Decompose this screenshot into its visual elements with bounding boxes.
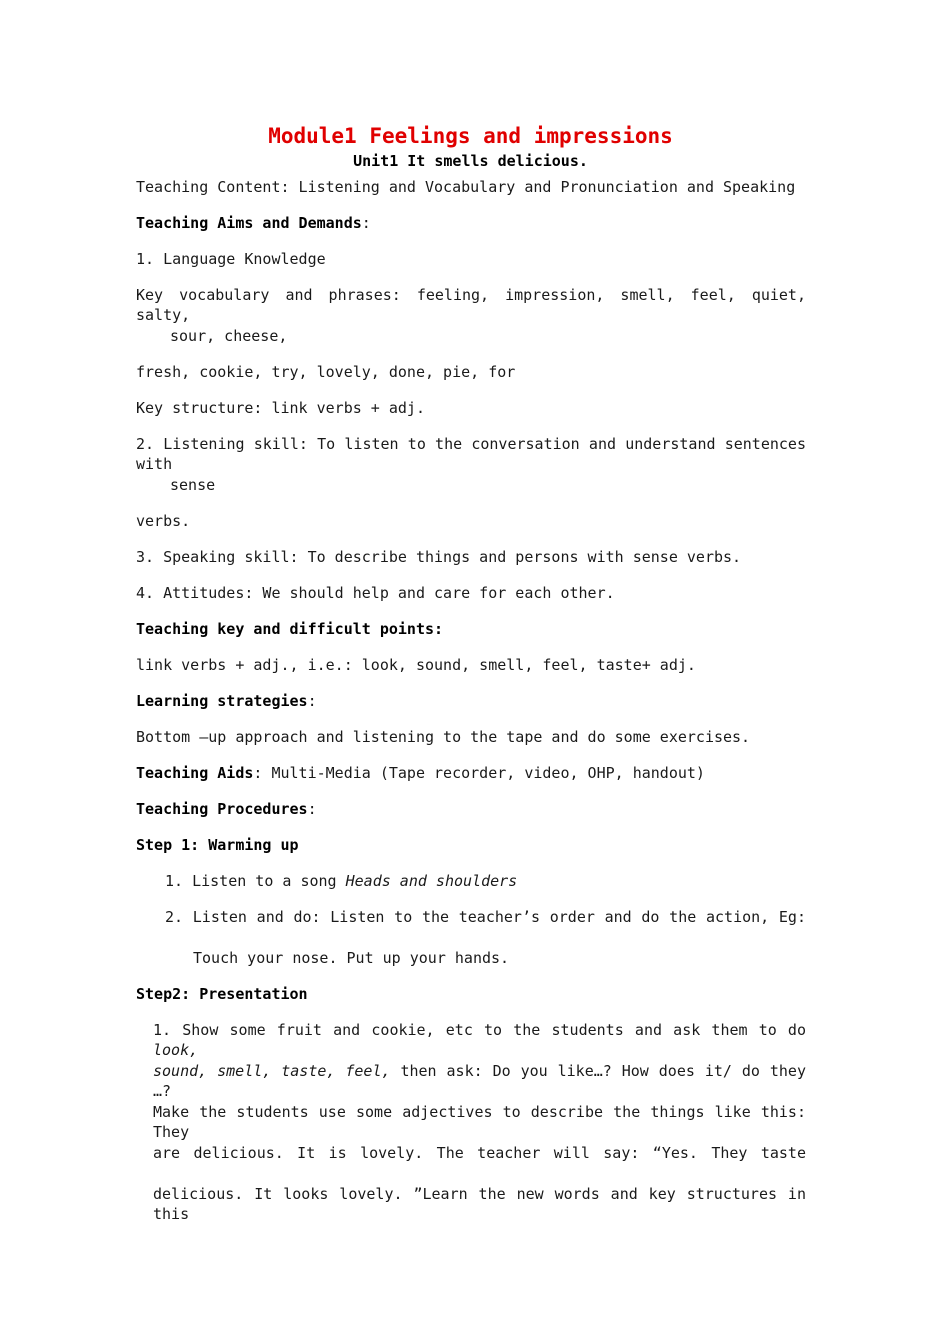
- language-knowledge-line: 1. Language Knowledge: [136, 250, 326, 268]
- document-title: Module1 Feelings and impressions: [268, 124, 673, 148]
- aids-heading: Teaching Aids: [136, 764, 254, 782]
- step2-line-1: [153, 1020, 806, 1060]
- strategies-colon: :: [307, 692, 317, 710]
- step2-line-2-rest: then ask: Do you like…? How does it/ do they …?: [153, 1062, 806, 1100]
- document-subtitle: Unit1 It smells delicious.: [353, 152, 588, 170]
- sense-verbs-italic: sound, smell, taste, feel,: [153, 1062, 391, 1080]
- strategies-text: Bottom –up approach and listening to the tape and do some exercises.: [136, 728, 751, 746]
- step2-line-5: delicious. It looks lovely. ”Learn the new words and key structures in this: [153, 1185, 806, 1223]
- key-points-text: link verbs + adj., i.e.: look, sound, smell, feel, taste+ adj.: [136, 656, 696, 674]
- attitudes-label: 4. Attitudes: [136, 584, 245, 602]
- step1-item-2-line-1: 2. Listen and do: Listen to the teacher’s order and do the action, Eg:: [165, 908, 806, 926]
- song-title: Heads and shoulders: [345, 872, 518, 890]
- step1-item-1-prefix: 1. Listen to a song: [165, 872, 346, 890]
- attitudes-line: [136, 583, 615, 603]
- step2-line-3: Make the students use some adjectives to describe the things like this: They: [153, 1103, 806, 1141]
- strategies-heading-line: [136, 691, 317, 711]
- listening-line-3: verbs.: [136, 512, 191, 530]
- key-points-heading: Teaching key and difficult points:: [136, 620, 444, 638]
- aims-heading: Teaching Aims and Demands: [136, 214, 362, 232]
- step2-line-2: [153, 1061, 806, 1101]
- listening-line-2: sense: [170, 476, 216, 494]
- aids-line: [136, 763, 705, 783]
- step2-line-4: are delicious. It is lovely. The teacher will say: “Yes. They taste: [153, 1144, 806, 1162]
- listening-line-1: 2. Listening skill: To listen to the conversation and understand sentences with: [136, 435, 806, 473]
- vocabulary-line-3: fresh, cookie, try, lovely, done, pie, for: [136, 363, 516, 381]
- vocabulary-line-2: sour, cheese,: [170, 327, 288, 345]
- step1-heading: Step 1: Warming up: [136, 836, 299, 854]
- speaking-line: 3. Speaking skill: To describe things and persons with sense verbs.: [136, 548, 742, 566]
- attitudes-text: : We should help and care for each other.: [244, 584, 615, 602]
- procedures-heading: Teaching Procedures: [136, 800, 308, 818]
- step2-heading: Step2: Presentation: [136, 985, 308, 1003]
- step2-line-1-italic: look,: [153, 1041, 199, 1059]
- aims-colon: :: [361, 214, 371, 232]
- aims-heading-line: [136, 213, 371, 233]
- aids-text: : Multi-Media (Tape recorder, video, OHP, handout): [253, 764, 705, 782]
- step2-line-1-prefix: 1. Show some fruit and cookie, etc to the students and ask them to do: [153, 1021, 806, 1039]
- key-structure-line: Key structure: link verbs + adj.: [136, 399, 425, 417]
- procedures-heading-line: [136, 799, 317, 819]
- step1-item-1: [165, 871, 517, 891]
- vocabulary-line-1: Key vocabulary and phrases: feeling, impression, smell, feel, quiet, salty,: [136, 286, 806, 324]
- procedures-colon: :: [307, 800, 317, 818]
- strategies-heading: Learning strategies: [136, 692, 308, 710]
- step1-item-2-line-2: Touch your nose. Put up your hands.: [193, 949, 510, 967]
- teaching-content-line: Teaching Content: Listening and Vocabulary and Pronunciation and Speaking: [136, 178, 796, 196]
